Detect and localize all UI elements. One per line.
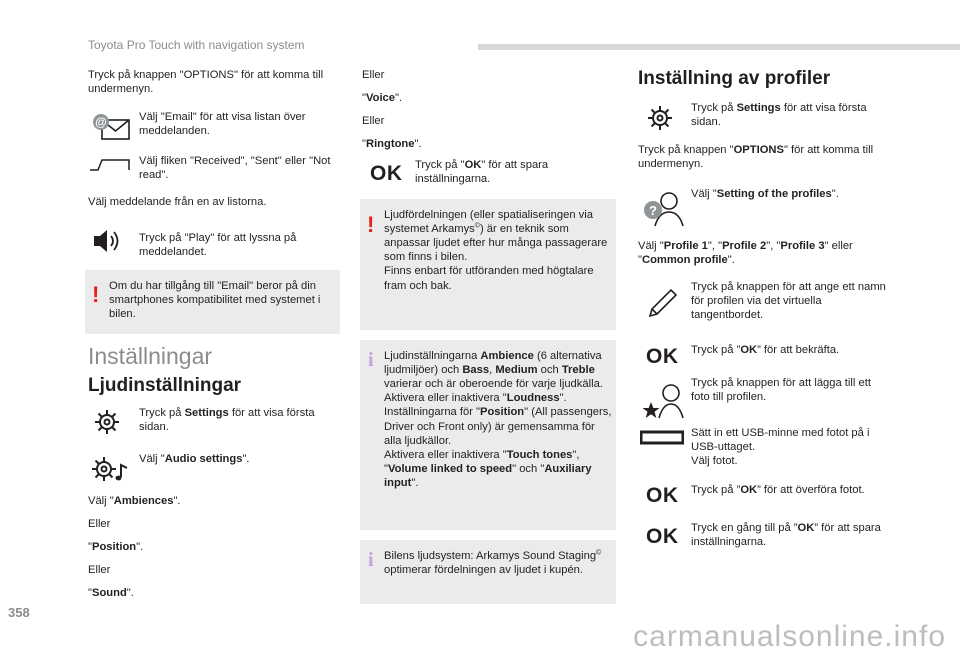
- settings-gear-icon: [93, 408, 121, 436]
- usb-stick-icon: [640, 430, 684, 446]
- ok-icon: OK: [646, 484, 679, 507]
- info-arkamys-text: Bilens ljudsystem: Arkamys Sound Staging© optimerar fördelningen av ljudet i kupén.: [384, 549, 602, 577]
- options-intro: Tryck på knappen "OPTIONS" för att komma till undermenyn.: [88, 69, 324, 96]
- warning-box-arkamys: [360, 199, 616, 330]
- tab-icon: [89, 157, 131, 173]
- info-audio-text: Ljudinställningarna Ambience (6 alternativa ljudmiljöer) och Bass, Medium och Treble varierar och är oberoende för varje ljudkälla. Aktivera eller inaktivera "Loudness". Inställningarna för "Position" (All passengers, Driver och Front only) är gemensamma för alla ljudkällor. Aktivera eller inaktivera "Touch tones", "Volume linked to speed" och "Auxiliary input".: [384, 350, 612, 489]
- tabs-step: Välj fliken "Received", "Sent" eller "Not read".: [139, 155, 331, 182]
- warning-icon: !: [92, 282, 100, 307]
- settings-step: Tryck på Settings för att visa första sidan.: [139, 407, 315, 434]
- subsection-title: Ljudinställningar: [88, 375, 242, 396]
- voice-line: "Voice".: [362, 92, 403, 104]
- page-number: 358: [8, 605, 30, 620]
- audio-settings-step: Välj "Audio settings".: [139, 453, 250, 465]
- watermark: carmanualsonline.info: [633, 620, 946, 653]
- or-line-1: Eller: [88, 518, 111, 530]
- info-box-arkamys: [360, 540, 616, 604]
- ok-save-again-step: Tryck en gång till på ”OK” för att spara inställningarna.: [691, 522, 881, 549]
- profiles-settings-step: Tryck på Settings för att visa första sidan.: [691, 102, 867, 129]
- audio-settings-icon: [91, 455, 129, 485]
- ok-save-step: Tryck på "OK" för att spara inställningarna.: [415, 159, 549, 186]
- setting-profiles-step: Välj "Setting of the profiles".: [691, 188, 839, 200]
- warning-arkamys-text: Ljudfördelningen (eller spatialiseringen via systemet Arkamys©) är en teknik som anpassar ljudet efter hur många passagerare som finns i bilen. Finns enbart för utföranden med högtalare fram och bak.: [384, 209, 608, 292]
- sound-line: "Sound".: [88, 587, 134, 599]
- ok-confirm-step: Tryck på ”OK” för att bekräfta.: [691, 344, 840, 356]
- or-line-2: Eller: [88, 564, 111, 576]
- ringtone-line: "Ringtone".: [362, 138, 422, 150]
- usb-step: Sätt in ett USB-minne med fotot på i USB-uttaget. Välj fotot.: [691, 427, 870, 468]
- email-icon: [89, 112, 131, 142]
- name-profile-step: Tryck på knappen för att ange ett namn för profilen via det virtuella tangentbordet.: [691, 281, 886, 322]
- position-line: "Position".: [88, 541, 144, 553]
- warning-text: Om du har tillgång till "Email" beror på din smartphones kompatibilitet med systemet i bilen.: [109, 280, 321, 321]
- svg-text:?: ?: [649, 203, 657, 218]
- info-icon: i: [368, 349, 374, 371]
- select-message: Välj meddelande från en av listorna.: [88, 196, 267, 208]
- or-line-4: Eller: [362, 115, 385, 127]
- profiles-options-step: Tryck på knappen "OPTIONS" för att komma till undermenyn.: [638, 144, 874, 171]
- email-step: Välj "Email" för att visa listan över meddelanden.: [139, 111, 306, 138]
- svg-text:@: @: [95, 115, 107, 129]
- info-box-audio: [360, 340, 616, 530]
- add-photo-profile-icon: [641, 380, 685, 420]
- warning-box-email: [85, 270, 340, 334]
- ok-transfer-step: Tryck på ”OK” för att överföra fotot.: [691, 484, 865, 496]
- info-icon: i: [368, 549, 374, 571]
- pencil-icon: [646, 286, 680, 320]
- ok-icon: OK: [646, 345, 679, 368]
- header-title: Toyota Pro Touch with navigation system: [88, 38, 305, 52]
- speaker-icon: [92, 227, 124, 255]
- header-bar: [478, 44, 960, 50]
- warning-icon: !: [367, 212, 375, 237]
- ok-icon: OK: [370, 162, 403, 185]
- or-line-3: Eller: [362, 69, 385, 81]
- ok-icon: OK: [646, 525, 679, 548]
- profile-settings-icon: [641, 188, 685, 228]
- ambiences-line: Välj "Ambiences".: [88, 495, 181, 507]
- profiles-title: Inställning av profiler: [638, 68, 831, 89]
- play-step: Tryck på "Play" för att lyssna på meddelandet.: [139, 232, 297, 259]
- section-title: Inställningar: [88, 343, 213, 369]
- add-photo-step: Tryck på knappen för att lägga till ett foto till profilen.: [691, 377, 871, 404]
- settings-gear-icon: [646, 104, 674, 132]
- choose-profile-step: Välj "Profile 1", "Profile 2", "Profile 3" eller "Common profile".: [638, 240, 853, 267]
